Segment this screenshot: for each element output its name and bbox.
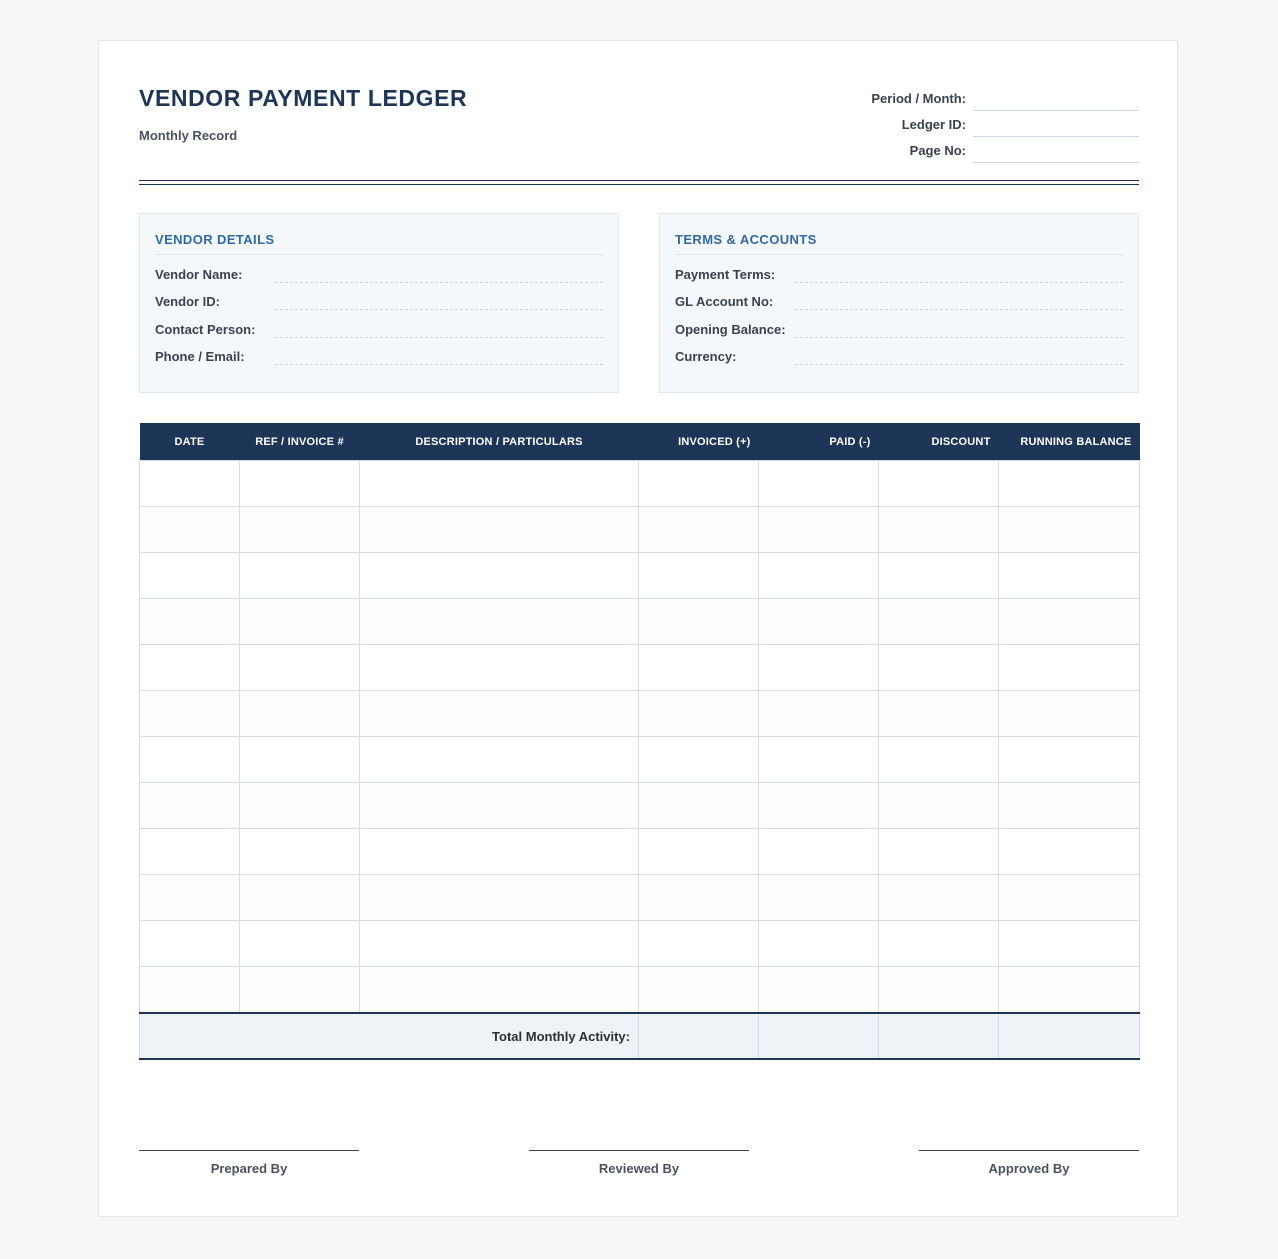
description-cell[interactable]: [360, 461, 639, 507]
balance-cell[interactable]: [999, 461, 1140, 507]
signature-approved: [919, 1150, 1139, 1176]
header-meta: [859, 85, 1139, 163]
ref-cell[interactable]: [240, 967, 360, 1014]
invoiced-cell[interactable]: [639, 461, 759, 507]
invoiced-cell[interactable]: [639, 875, 759, 921]
page-title: VENDOR PAYMENT LEDGER: [139, 85, 468, 111]
paid-cell[interactable]: [759, 645, 879, 691]
meta-row-period: [859, 85, 1139, 111]
ref-cell[interactable]: [240, 461, 360, 507]
field-row: [675, 283, 1123, 311]
col-header-description: DESCRIPTION / PARTICULARS: [360, 423, 639, 461]
paid-cell[interactable]: [759, 783, 879, 829]
invoiced-cell[interactable]: [639, 829, 759, 875]
total-row: [140, 1013, 1140, 1059]
field-row: [675, 255, 1123, 283]
paid-cell[interactable]: [759, 599, 879, 645]
paid-cell[interactable]: [759, 691, 879, 737]
table-row: [140, 967, 1140, 1014]
signature-block: [139, 1150, 1139, 1190]
date-cell[interactable]: [140, 461, 240, 507]
col-header-paid: PAID (-): [759, 423, 879, 461]
date-cell[interactable]: [140, 783, 240, 829]
signature-label: Approved By: [988, 1161, 1070, 1176]
paid-cell[interactable]: [759, 461, 879, 507]
invoiced-cell[interactable]: [639, 599, 759, 645]
table-row: [140, 829, 1140, 875]
gl-account-label: GL Account No:: [675, 294, 774, 309]
discount-cell[interactable]: [879, 967, 999, 1014]
discount-cell[interactable]: [879, 875, 999, 921]
signature-line[interactable]: [919, 1150, 1139, 1151]
invoiced-cell[interactable]: [639, 553, 759, 599]
col-header-ref: REF / INVOICE #: [240, 423, 360, 461]
invoiced-cell[interactable]: [639, 783, 759, 829]
ledger-table: [139, 423, 1140, 1060]
ref-cell[interactable]: [240, 599, 360, 645]
page-no-field[interactable]: [973, 140, 1139, 163]
signature-line[interactable]: [139, 1150, 359, 1151]
description-cell[interactable]: [360, 553, 639, 599]
meta-row-page-no: [859, 137, 1139, 163]
description-cell[interactable]: [360, 829, 639, 875]
table-row: [140, 737, 1140, 783]
description-cell[interactable]: [360, 507, 639, 553]
vendor-name-field[interactable]: [275, 264, 603, 283]
field-row: [675, 310, 1123, 338]
opening-balance-field[interactable]: [795, 319, 1123, 338]
currency-label: Currency:: [675, 349, 737, 364]
balance-cell[interactable]: [999, 783, 1140, 829]
ref-cell[interactable]: [240, 783, 360, 829]
ref-cell[interactable]: [240, 921, 360, 967]
period-field[interactable]: [973, 88, 1139, 111]
total-invoiced-cell[interactable]: [639, 1013, 759, 1059]
paid-cell[interactable]: [759, 921, 879, 967]
vendor-name-label: Vendor Name:: [155, 266, 243, 282]
discount-cell[interactable]: [879, 737, 999, 783]
discount-cell[interactable]: [879, 461, 999, 507]
date-cell[interactable]: [140, 599, 240, 645]
contact-person-field[interactable]: [275, 319, 603, 338]
ref-cell[interactable]: [240, 829, 360, 875]
signature-prepared: [139, 1150, 359, 1176]
description-cell[interactable]: [360, 967, 639, 1014]
ref-cell[interactable]: [240, 645, 360, 691]
description-cell[interactable]: [360, 737, 639, 783]
date-cell[interactable]: [140, 967, 240, 1014]
total-balance-cell[interactable]: [999, 1013, 1140, 1059]
ref-cell[interactable]: [240, 553, 360, 599]
balance-cell[interactable]: [999, 829, 1140, 875]
description-cell[interactable]: [360, 599, 639, 645]
paid-cell[interactable]: [759, 829, 879, 875]
col-header-discount: DISCOUNT: [879, 423, 999, 461]
payment-terms-label: Payment Terms:: [675, 266, 776, 282]
ledger-body: [140, 461, 1140, 1014]
date-cell[interactable]: [140, 829, 240, 875]
invoiced-cell[interactable]: [639, 967, 759, 1014]
description-cell[interactable]: [360, 691, 639, 737]
total-discount-cell[interactable]: [879, 1013, 999, 1059]
currency-field[interactable]: [795, 346, 1123, 365]
invoiced-cell[interactable]: [639, 921, 759, 967]
vendor-id-field[interactable]: [275, 291, 603, 310]
vendor-id-label: Vendor ID:: [155, 294, 221, 309]
balance-cell[interactable]: [999, 737, 1140, 783]
total-label: Total Monthly Activity:: [140, 1013, 639, 1059]
paid-cell[interactable]: [759, 875, 879, 921]
header-divider: [139, 180, 1139, 185]
paid-cell[interactable]: [759, 553, 879, 599]
invoiced-cell[interactable]: [639, 507, 759, 553]
balance-cell[interactable]: [999, 553, 1140, 599]
ledger-id-field[interactable]: [973, 114, 1139, 137]
balance-cell[interactable]: [999, 921, 1140, 967]
vendor-details-panel: [139, 213, 619, 393]
ref-cell[interactable]: [240, 875, 360, 921]
field-row: [675, 338, 1123, 366]
description-cell[interactable]: [360, 783, 639, 829]
discount-cell[interactable]: [879, 829, 999, 875]
contact-person-label: Contact Person:: [155, 321, 256, 337]
col-header-running-balance: RUNNING BALANCE: [999, 423, 1140, 461]
invoiced-cell[interactable]: [639, 691, 759, 737]
signature-reviewed: [529, 1150, 749, 1176]
date-cell[interactable]: [140, 645, 240, 691]
gl-account-field[interactable]: [795, 291, 1123, 310]
balance-cell[interactable]: [999, 507, 1140, 553]
ref-cell[interactable]: [240, 691, 360, 737]
col-header-date: DATE: [140, 423, 240, 461]
date-cell[interactable]: [140, 875, 240, 921]
ref-cell[interactable]: [240, 507, 360, 553]
balance-cell[interactable]: [999, 875, 1140, 921]
table-row: [140, 507, 1140, 553]
description-cell[interactable]: [360, 875, 639, 921]
balance-cell[interactable]: [999, 599, 1140, 645]
table-row: [140, 783, 1140, 829]
field-row: [155, 338, 603, 366]
ref-cell[interactable]: [240, 737, 360, 783]
terms-accounts-panel: [659, 213, 1139, 393]
col-header-invoiced: INVOICED (+): [639, 423, 759, 461]
paid-cell[interactable]: [759, 967, 879, 1014]
discount-cell[interactable]: [879, 921, 999, 967]
meta-label-ledger-id: Ledger ID:: [901, 117, 966, 132]
signature-line[interactable]: [529, 1150, 749, 1151]
table-row: [140, 645, 1140, 691]
discount-cell[interactable]: [879, 507, 999, 553]
phone-email-field[interactable]: [275, 346, 603, 365]
field-row: [155, 255, 603, 283]
field-row: [155, 283, 603, 311]
description-cell[interactable]: [360, 921, 639, 967]
phone-email-label: Phone / Email:: [155, 349, 245, 364]
date-cell[interactable]: [140, 737, 240, 783]
page-subtitle: Monthly Record: [139, 128, 238, 143]
opening-balance-label: Opening Balance:: [675, 321, 786, 337]
discount-cell[interactable]: [879, 599, 999, 645]
payment-terms-field[interactable]: [795, 264, 1123, 283]
table-row: [140, 691, 1140, 737]
description-cell[interactable]: [360, 645, 639, 691]
table-row: [140, 553, 1140, 599]
paid-cell[interactable]: [759, 737, 879, 783]
discount-cell[interactable]: [879, 645, 999, 691]
field-row: [155, 310, 603, 338]
balance-cell[interactable]: [999, 967, 1140, 1014]
table-row: [140, 461, 1140, 507]
discount-cell[interactable]: [879, 553, 999, 599]
table-row: [140, 599, 1140, 645]
discount-cell[interactable]: [879, 783, 999, 829]
date-cell[interactable]: [140, 553, 240, 599]
ledger-sheet: [98, 40, 1178, 1217]
ledger-header-row: [140, 423, 1140, 461]
total-paid-cell[interactable]: [759, 1013, 879, 1059]
invoiced-cell[interactable]: [639, 645, 759, 691]
signature-label: Prepared By: [210, 1161, 288, 1176]
vendor-details-title: VENDOR DETAILS: [155, 214, 603, 255]
date-cell[interactable]: [140, 921, 240, 967]
invoiced-cell[interactable]: [639, 737, 759, 783]
meta-label-page-no: Page No:: [909, 143, 966, 158]
paid-cell[interactable]: [759, 507, 879, 553]
discount-cell[interactable]: [879, 691, 999, 737]
date-cell[interactable]: [140, 507, 240, 553]
balance-cell[interactable]: [999, 691, 1140, 737]
meta-row-ledger-id: [859, 111, 1139, 137]
terms-accounts-title: TERMS & ACCOUNTS: [675, 214, 1123, 255]
balance-cell[interactable]: [999, 645, 1140, 691]
date-cell[interactable]: [140, 691, 240, 737]
meta-label-period: Period / Month:: [871, 91, 966, 106]
signature-label: Reviewed By: [598, 1161, 680, 1176]
table-row: [140, 875, 1140, 921]
table-row: [140, 921, 1140, 967]
